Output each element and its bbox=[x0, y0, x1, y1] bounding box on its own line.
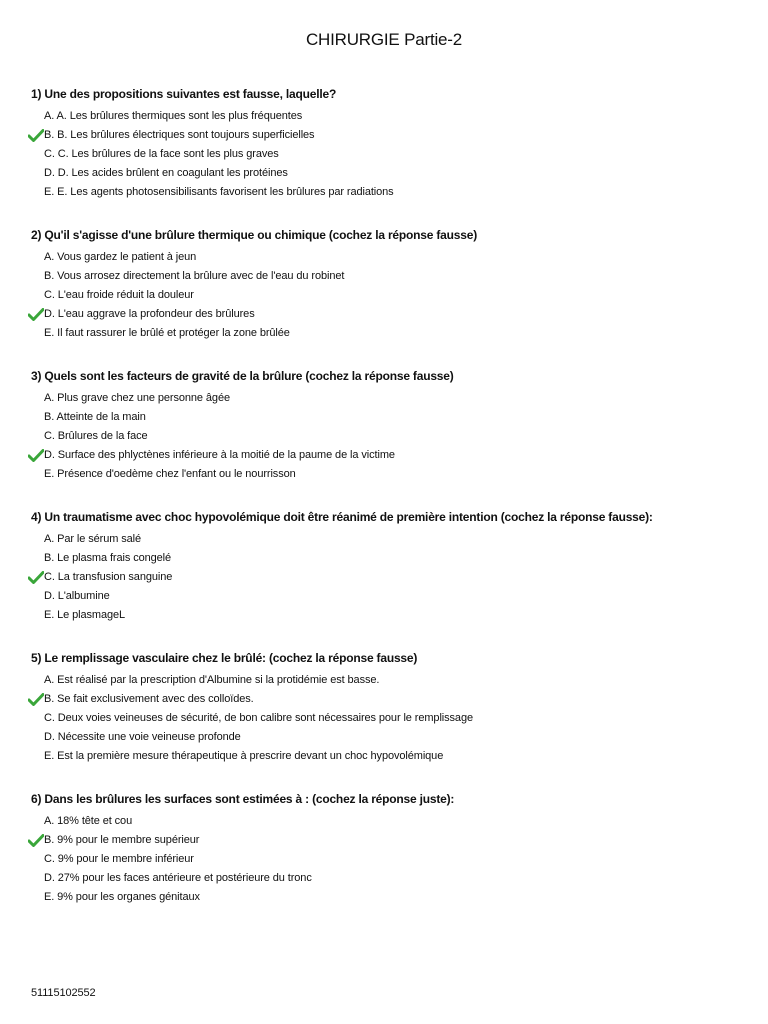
question-3 bbox=[31, 368, 751, 484]
answer-text: E. Le plasmageL bbox=[44, 609, 126, 621]
answer-text: B. Vous arrosez directement la brûlure avec de l'eau du robinet bbox=[44, 270, 345, 282]
answer-option bbox=[31, 248, 751, 267]
answer-text: A. Plus grave chez une personne âgée bbox=[44, 392, 230, 404]
answer-text: A. A. Les brûlures thermiques sont les plus fréquentes bbox=[44, 110, 303, 122]
answer-option bbox=[31, 183, 751, 202]
answer-option bbox=[31, 465, 751, 484]
check-icon bbox=[28, 308, 44, 321]
question-4 bbox=[31, 509, 751, 625]
answer-option bbox=[31, 107, 751, 126]
check-icon bbox=[28, 571, 44, 584]
answer-option bbox=[31, 305, 751, 324]
answer-text: A. Est réalisé par la prescription d'Albumine si la protidémie est basse. bbox=[44, 674, 380, 686]
answer-text: C. 9% pour le membre inférieur bbox=[44, 853, 194, 865]
question-5 bbox=[31, 650, 751, 766]
answer-text: B. Le plasma frais congelé bbox=[44, 552, 172, 564]
answer-text: E. 9% pour les organes génitaux bbox=[44, 891, 200, 903]
answer-text: C. C. Les brûlures de la face sont les plus graves bbox=[44, 148, 279, 160]
question-list bbox=[31, 86, 751, 932]
answer-option bbox=[31, 728, 751, 747]
answer-text: D. Surface des phlyctènes inférieure à la moitié de la paume de la victime bbox=[44, 449, 395, 461]
answer-option bbox=[31, 408, 751, 427]
answer-text: E. E. Les agents photosensibilisants favorisent les brûlures par radiations bbox=[44, 186, 394, 198]
answer-text: E. Il faut rassurer le brûlé et protéger la zone brûlée bbox=[44, 327, 290, 339]
check-icon bbox=[28, 449, 44, 462]
answer-option bbox=[31, 888, 751, 907]
question-title: 2) Qu'il s'agisse d'une brûlure thermique ou chimique (cochez la réponse fausse) bbox=[31, 228, 478, 242]
answer-text: A. Par le sérum salé bbox=[44, 533, 142, 545]
answer-text: D. D. Les acides brûlent en coagulant les protéines bbox=[44, 167, 288, 179]
question-1 bbox=[31, 86, 751, 202]
answer-option bbox=[31, 812, 751, 831]
answer-option bbox=[31, 446, 751, 465]
answer-option bbox=[31, 324, 751, 343]
answer-option bbox=[31, 145, 751, 164]
check-icon bbox=[28, 693, 44, 706]
answer-option bbox=[31, 709, 751, 728]
answer-option bbox=[31, 427, 751, 446]
check-icon bbox=[28, 129, 44, 142]
answer-option bbox=[31, 164, 751, 183]
question-title: 1) Une des propositions suivantes est fausse, laquelle? bbox=[31, 87, 337, 101]
answer-option bbox=[31, 850, 751, 869]
question-title: 5) Le remplissage vasculaire chez le brûlé: (cochez la réponse fausse) bbox=[31, 651, 418, 665]
answer-text: E. Présence d'oedème chez l'enfant ou le nourrisson bbox=[44, 468, 296, 480]
answer-text: D. L'albumine bbox=[44, 590, 110, 602]
answer-option bbox=[31, 671, 751, 690]
answer-text: C. L'eau froide réduit la douleur bbox=[44, 289, 194, 301]
question-title: 6) Dans les brûlures les surfaces sont estimées à : (cochez la réponse juste): bbox=[31, 792, 455, 806]
answer-text: B. B. Les brûlures électriques sont toujours superficielles bbox=[44, 129, 315, 141]
answer-text: A. 18% tête et cou bbox=[44, 815, 133, 827]
answer-option bbox=[31, 831, 751, 850]
answer-option bbox=[31, 267, 751, 286]
answer-option bbox=[31, 747, 751, 766]
answer-text: C. La transfusion sanguine bbox=[44, 571, 173, 583]
answer-option bbox=[31, 606, 751, 625]
answer-option bbox=[31, 549, 751, 568]
answer-option bbox=[31, 869, 751, 888]
answer-option bbox=[31, 690, 751, 709]
question-2 bbox=[31, 227, 751, 343]
answer-text: C. Brûlures de la face bbox=[44, 430, 148, 442]
answer-option bbox=[31, 587, 751, 606]
check-icon bbox=[28, 834, 44, 847]
answer-text: E. Est la première mesure thérapeutique à prescrire devant un choc hypovolémique bbox=[44, 750, 444, 762]
answer-option bbox=[31, 286, 751, 305]
answer-text: B. Atteinte de la main bbox=[44, 411, 146, 423]
page-footer-id: 51115102552 bbox=[31, 987, 96, 999]
answer-text: D. L'eau aggrave la profondeur des brûlures bbox=[44, 308, 255, 320]
answer-text: B. 9% pour le membre supérieur bbox=[44, 834, 200, 846]
question-6 bbox=[31, 791, 751, 907]
answer-text: C. Deux voies veineuses de sécurité, de bon calibre sont nécessaires pour le remplissage bbox=[44, 712, 473, 724]
answer-text: B. Se fait exclusivement avec des colloïdes. bbox=[44, 693, 254, 705]
answer-text: D. Nécessite une voie veineuse profonde bbox=[44, 731, 241, 743]
answer-text: A. Vous gardez le patient à jeun bbox=[44, 251, 197, 263]
question-title: 4) Un traumatisme avec choc hypovolémique doit être réanimé de première intention (cochez la réponse fausse): bbox=[31, 510, 653, 524]
answer-text: D. 27% pour les faces antérieure et postérieure du tronc bbox=[44, 872, 312, 884]
answer-option bbox=[31, 530, 751, 549]
question-title: 3) Quels sont les facteurs de gravité de la brûlure (cochez la réponse fausse) bbox=[31, 369, 454, 383]
answer-option bbox=[31, 568, 751, 587]
answer-option bbox=[31, 126, 751, 145]
answer-option bbox=[31, 389, 751, 408]
page-title: CHIRURGIE Partie-2 bbox=[305, 30, 463, 49]
